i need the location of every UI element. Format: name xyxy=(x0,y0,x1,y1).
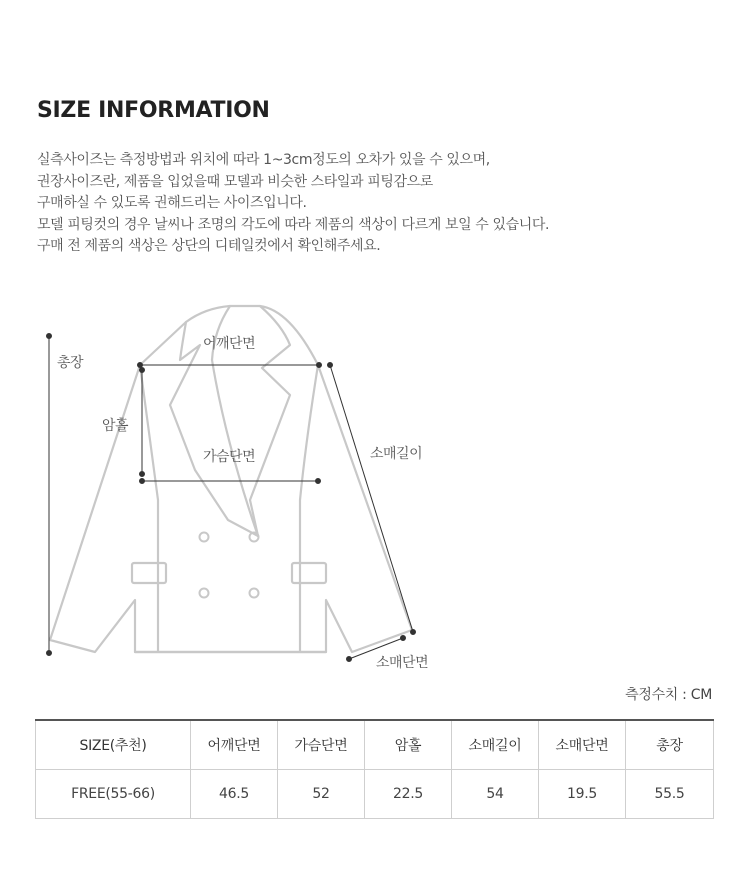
sleeve-width-label: 소매단면 xyxy=(376,655,429,671)
armhole-label: 암홀 xyxy=(102,418,129,434)
table-header-cell: 가슴단면 xyxy=(278,720,365,770)
table-cell: 46.5 xyxy=(191,770,278,819)
table-header-row xyxy=(36,720,714,770)
total-length-label: 총장 xyxy=(57,355,84,371)
size-notes xyxy=(37,150,549,258)
table-header-cell: 어깨단면 xyxy=(191,720,278,770)
table-header-cell: 암홀 xyxy=(365,720,452,770)
garment-measurement-diagram xyxy=(0,290,750,690)
table-cell: 22.5 xyxy=(365,770,452,819)
page-title: SIZE INFORMATION xyxy=(37,98,270,123)
table-row xyxy=(36,770,714,819)
table-cell: 52 xyxy=(278,770,365,819)
table-cell: 54 xyxy=(452,770,539,819)
table-header-cell: 소매단면 xyxy=(539,720,626,770)
sleeve-length-label: 소매길이 xyxy=(370,446,423,462)
shoulder-label: 어깨단면 xyxy=(203,336,256,352)
note-line: 모델 피팅컷의 경우 날씨나 조명의 각도에 따라 제품의 색상이 다르게 보일 수 있습니다. xyxy=(37,216,549,233)
table-cell: 19.5 xyxy=(539,770,626,819)
table-header-cell: SIZE(추천) xyxy=(36,720,191,770)
note-line: 실측사이즈는 측정방법과 위치에 따라 1~3cm정도의 오차가 있을 수 있으며, xyxy=(37,152,490,168)
table-header-cell: 소매길이 xyxy=(452,720,539,770)
table-cell: 55.5 xyxy=(626,770,714,819)
note-line: 권장사이즈란, 제품을 입었을때 모델과 비슷한 스타일과 피팅감으로 xyxy=(37,173,433,190)
unit-label: 측정수치 : CM xyxy=(625,687,712,703)
note-line: 구매하실 수 있도록 권해드리는 사이즈입니다. xyxy=(37,195,307,211)
table-header-cell: 총장 xyxy=(626,720,714,770)
jacket-illustration xyxy=(0,290,750,690)
chest-label: 가슴단면 xyxy=(203,449,256,465)
size-table xyxy=(35,719,714,819)
note-line: 구매 전 제품의 색상은 상단의 디테일컷에서 확인해주세요. xyxy=(37,238,381,254)
table-cell: FREE(55-66) xyxy=(36,770,191,819)
